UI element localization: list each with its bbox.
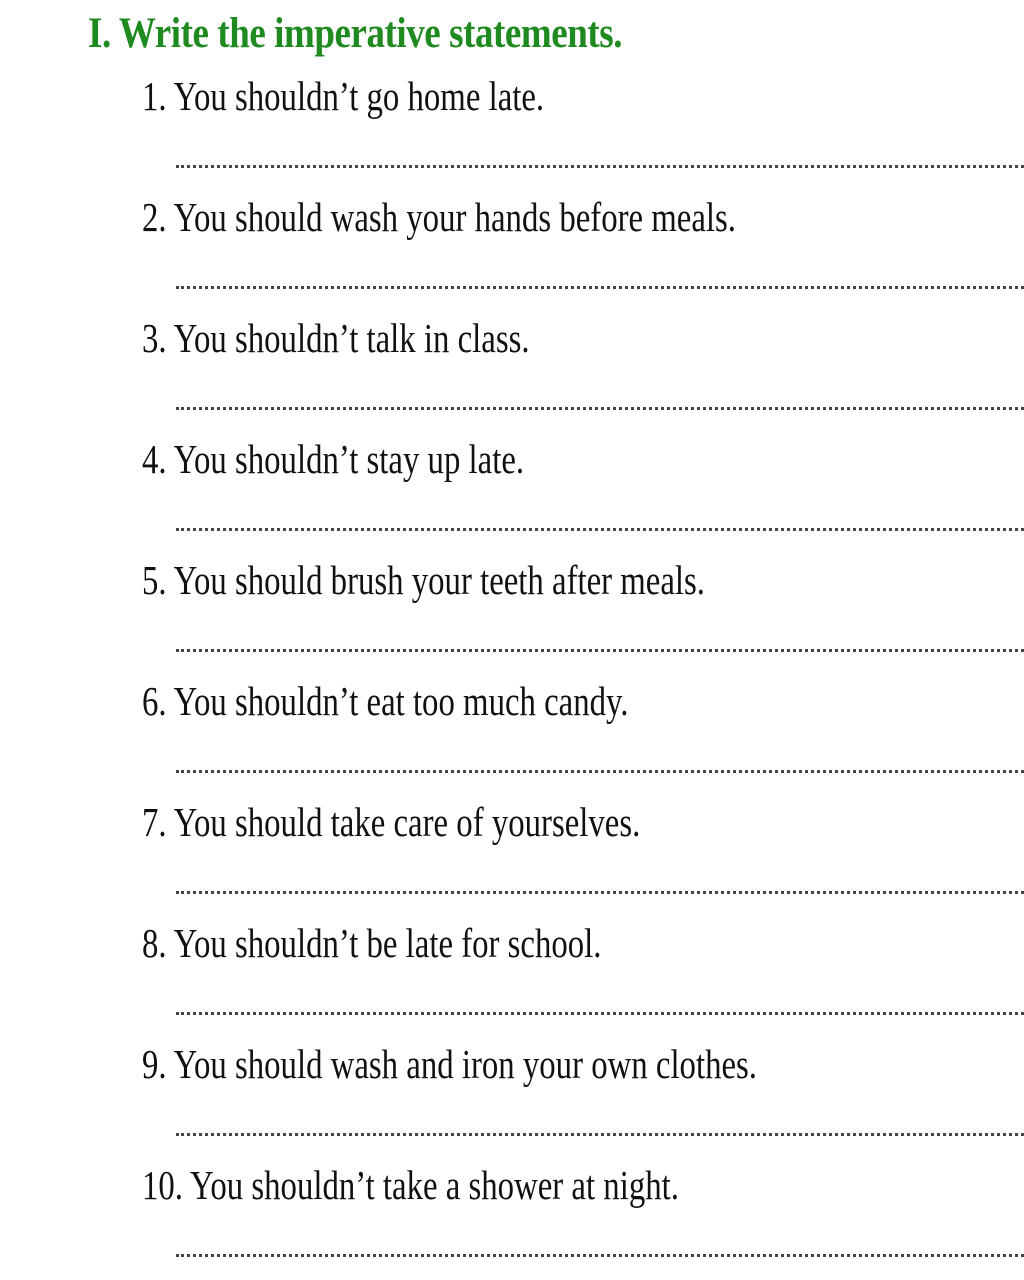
question-item xyxy=(0,189,1024,310)
answer-line[interactable] xyxy=(176,1133,1024,1136)
answer-line[interactable] xyxy=(176,528,1024,531)
answer-line[interactable] xyxy=(176,770,1024,773)
question-number: 1. xyxy=(142,73,167,119)
answer-line[interactable] xyxy=(176,891,1024,894)
question-sentence: You shouldn’t be late for school. xyxy=(173,920,602,966)
question-item xyxy=(0,794,1024,915)
question-sentence: You shouldn’t go home late. xyxy=(173,73,545,119)
answer-line[interactable] xyxy=(176,649,1024,652)
answer-line[interactable] xyxy=(176,286,1024,289)
question-sentence: You should take care of yourselves. xyxy=(173,799,641,845)
question-number: 10. xyxy=(142,1162,183,1208)
question-item xyxy=(0,68,1024,189)
question-sentence: You shouldn’t stay up late. xyxy=(173,436,525,482)
question-number: 7. xyxy=(142,799,167,845)
question-item xyxy=(0,552,1024,673)
question-number: 4. xyxy=(142,436,167,482)
question-text xyxy=(142,189,736,245)
question-item xyxy=(0,915,1024,1036)
question-number: 8. xyxy=(142,920,167,966)
question-item xyxy=(0,1036,1024,1157)
question-text xyxy=(142,552,705,608)
question-sentence: You should wash your hands before meals. xyxy=(173,194,736,240)
question-sentence: You shouldn’t eat too much candy. xyxy=(173,678,629,724)
question-text xyxy=(142,794,640,850)
question-text xyxy=(142,1036,757,1092)
question-sentence: You should wash and iron your own clothes. xyxy=(173,1041,757,1087)
exercise-heading: I. Write the imperative statements. xyxy=(88,10,623,57)
question-item xyxy=(0,1157,1024,1278)
question-number: 6. xyxy=(142,678,167,724)
question-text xyxy=(142,673,629,729)
question-number: 2. xyxy=(142,194,167,240)
question-text xyxy=(142,1157,679,1213)
question-item xyxy=(0,310,1024,431)
question-number: 3. xyxy=(142,315,167,361)
question-sentence: You shouldn’t take a shower at night. xyxy=(189,1162,679,1208)
answer-line[interactable] xyxy=(176,1254,1024,1257)
question-sentence: You should brush your teeth after meals. xyxy=(173,557,706,603)
question-item xyxy=(0,431,1024,552)
question-sentence: You shouldn’t talk in class. xyxy=(173,315,530,361)
question-item xyxy=(0,673,1024,794)
question-text xyxy=(142,915,602,971)
answer-line[interactable] xyxy=(176,407,1024,410)
question-text xyxy=(142,68,544,124)
answer-line[interactable] xyxy=(176,1012,1024,1015)
answer-line[interactable] xyxy=(176,165,1024,168)
question-text xyxy=(142,431,524,487)
question-number: 9. xyxy=(142,1041,167,1087)
question-number: 5. xyxy=(142,557,167,603)
question-text xyxy=(142,310,530,366)
